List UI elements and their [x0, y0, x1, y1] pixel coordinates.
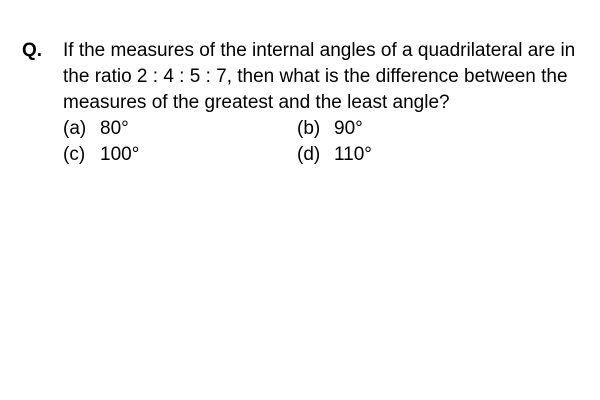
- options-grid: [63, 116, 593, 168]
- option-c-key: (c): [63, 144, 86, 165]
- option-a-key: (a): [63, 118, 87, 139]
- option-c: [63, 142, 297, 168]
- option-b: [297, 116, 497, 142]
- question-body: [63, 38, 593, 168]
- option-d: [297, 142, 497, 168]
- option-a: [63, 116, 297, 142]
- option-d-key: (d): [297, 144, 321, 165]
- option-a-value: 80°: [100, 118, 129, 139]
- option-d-value: 110°: [334, 144, 372, 165]
- question-text: If the measures of the internal angles of a quadrilateral are in the ratio 2 : 4 : 5 : 7, then what is the difference between the measures of the greatest and the least angle?: [63, 40, 576, 113]
- question-label: Q.: [22, 40, 43, 61]
- option-c-value: 100°: [100, 144, 140, 165]
- option-b-value: 90°: [334, 118, 363, 139]
- option-b-key: (b): [297, 118, 321, 139]
